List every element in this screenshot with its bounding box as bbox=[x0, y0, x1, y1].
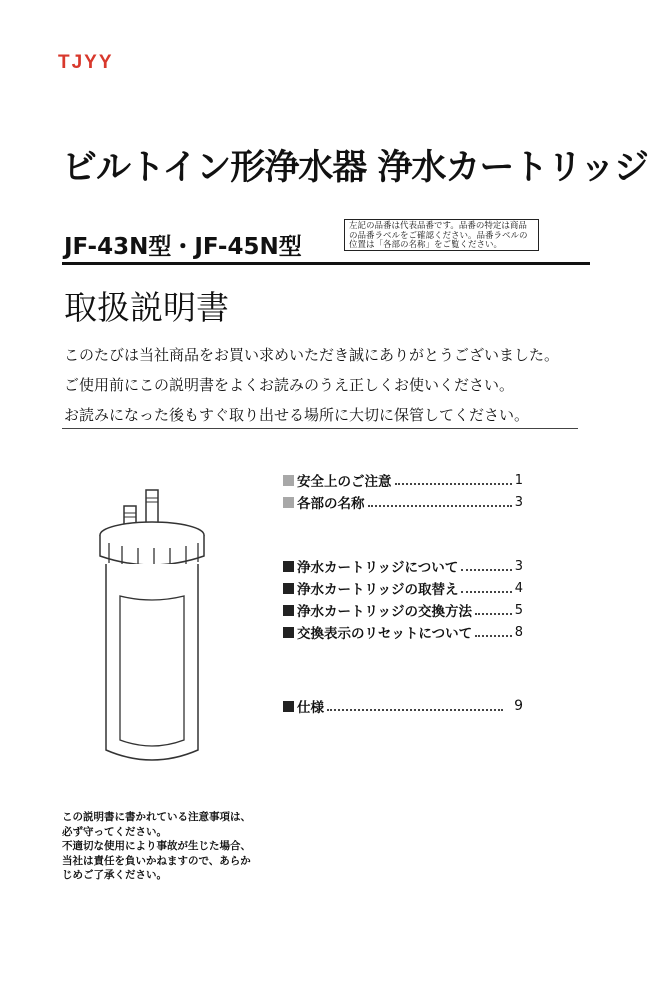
intro-divider bbox=[62, 428, 578, 429]
bullet-square-icon bbox=[283, 497, 294, 508]
toc-page: 3 bbox=[514, 494, 523, 510]
toc-leader bbox=[475, 635, 512, 637]
caution-line: 当社は責任を負いかねますので、あらか bbox=[62, 854, 251, 867]
bullet-square-icon bbox=[283, 701, 294, 712]
toc-page: 8 bbox=[514, 624, 523, 640]
toc-item[interactable] bbox=[283, 577, 523, 599]
manual-title: 取扱説明書 bbox=[64, 288, 229, 327]
toc-group-1 bbox=[283, 469, 523, 513]
toc-group-2 bbox=[283, 555, 523, 643]
toc-label: 安全上のご注意 bbox=[297, 474, 392, 490]
caution-note bbox=[62, 810, 282, 883]
model-numbers: JF-43N型・JF-45N型 bbox=[64, 234, 302, 260]
intro-line: ご使用前にこの説明書をよくお読みのうえ正しくお使いください。 bbox=[64, 376, 515, 394]
bullet-square-icon bbox=[283, 605, 294, 616]
toc-item[interactable] bbox=[283, 599, 523, 621]
toc-label: 各部の名称 bbox=[297, 496, 365, 512]
intro-text bbox=[64, 340, 584, 430]
toc-leader bbox=[475, 613, 512, 615]
header-divider bbox=[62, 262, 590, 265]
toc-leader bbox=[327, 709, 503, 711]
toc-leader bbox=[461, 569, 512, 571]
toc-page: 5 bbox=[514, 602, 523, 618]
toc-page: 4 bbox=[514, 580, 523, 596]
bullet-square-icon bbox=[283, 627, 294, 638]
brand-logo: TJYY bbox=[58, 52, 114, 73]
document-title: ビルトイン形浄水器 浄水カートリッジ bbox=[62, 148, 649, 188]
toc-item[interactable] bbox=[283, 469, 523, 491]
intro-line: お読みになった後もすぐ取り出せる場所に大切に保管してください。 bbox=[64, 406, 530, 424]
toc-leader bbox=[368, 505, 512, 507]
caution-line: この説明書に書かれている注意事項は、 bbox=[62, 811, 251, 823]
filter-cartridge-illustration bbox=[92, 488, 222, 773]
toc-label: 交換表示のリセットについて bbox=[297, 626, 473, 642]
bullet-square-icon bbox=[283, 475, 294, 486]
toc-item[interactable] bbox=[283, 695, 523, 717]
toc-leader bbox=[461, 591, 511, 593]
model-note-box: 左記の品番は代表品番です。品番の特定は商品の品番ラベルをご確認ください。品番ラベルの位置は「各部の名称」をご覧ください。 bbox=[344, 219, 539, 251]
toc-group-3 bbox=[283, 695, 523, 717]
toc-label: 仕様 bbox=[297, 700, 324, 716]
bullet-square-icon bbox=[283, 561, 294, 572]
toc-label: 浄水カートリッジの交換方法 bbox=[297, 604, 472, 620]
bullet-square-icon bbox=[283, 583, 294, 594]
toc-page: 3 bbox=[514, 558, 523, 574]
intro-line: このたびは当社商品をお買い求めいただき誠にありがとうございました。 bbox=[64, 346, 560, 364]
toc-page: 1 bbox=[514, 472, 523, 488]
toc-item[interactable] bbox=[283, 555, 523, 577]
toc-leader bbox=[395, 483, 512, 485]
caution-line: 必ず守ってください。 bbox=[62, 825, 167, 838]
caution-line: 不適切な使用により事故が生じた場合、 bbox=[62, 840, 251, 852]
toc-page: 9 bbox=[514, 698, 523, 714]
toc-item[interactable] bbox=[283, 491, 523, 513]
toc-label: 浄水カートリッジについて bbox=[297, 560, 459, 576]
caution-line: じめご了承ください。 bbox=[62, 869, 167, 881]
toc-label: 浄水カートリッジの取替え bbox=[297, 582, 459, 598]
toc-item[interactable] bbox=[283, 621, 523, 643]
